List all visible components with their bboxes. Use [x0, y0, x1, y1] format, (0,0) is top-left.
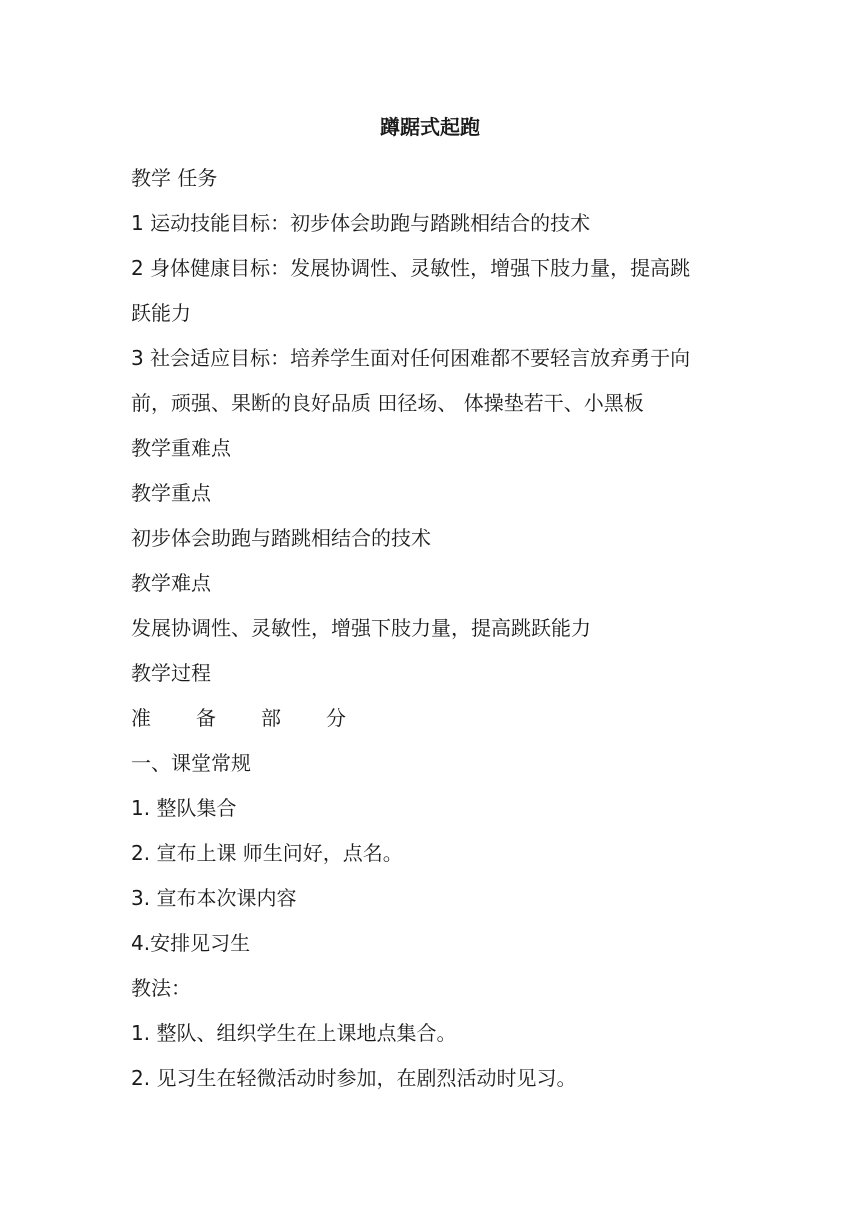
text-line: 跃能力: [131, 301, 191, 325]
section-heading-char: 准: [131, 706, 151, 730]
text-line: 一、课堂常规: [131, 751, 251, 775]
text-line: 2. 见习生在轻微活动时参加，在剧烈活动时见习。: [131, 1066, 577, 1090]
text-line: 教学重点: [131, 481, 211, 505]
section-heading-char: 备: [196, 706, 216, 730]
text-line: 4.安排见习生: [131, 931, 251, 955]
text-line: 3 社会适应目标：培养学生面对任何困难都不要轻言放弃勇于向: [131, 346, 691, 370]
document-body: [131, 156, 741, 1101]
section-heading: [131, 696, 741, 741]
text-line: 发展协调性、灵敏性，增强下肢力量，提高跳跃能力: [131, 616, 591, 640]
text-line: 教学重难点: [131, 436, 231, 460]
document-title: 蹲踞式起跑: [380, 115, 480, 139]
section-heading-char: 分: [326, 706, 346, 730]
text-line: 3. 宣布本次课内容: [131, 886, 297, 910]
text-line: 1. 整队集合: [131, 796, 237, 820]
text-line: 前，顽强、果断的良好品质 田径场、 体操垫若干、小黑板: [131, 391, 644, 415]
text-line: 教学 任务: [131, 166, 218, 190]
text-line: 教学过程: [131, 661, 211, 685]
text-line: 2. 宣布上课 师生问好，点名。: [131, 841, 403, 865]
text-line: 初步体会助跑与踏跳相结合的技术: [131, 526, 431, 550]
text-line: 教学难点: [131, 571, 211, 595]
text-line: 教法：: [131, 976, 191, 1000]
text-line: 1. 整队、组织学生在上课地点集合。: [131, 1021, 457, 1045]
text-line: 2 身体健康目标：发展协调性、灵敏性，增强下肢力量，提高跳: [131, 256, 691, 280]
section-heading-char: 部: [261, 706, 281, 730]
text-line: 1 运动技能目标：初步体会助跑与踏跳相结合的技术: [131, 211, 591, 235]
